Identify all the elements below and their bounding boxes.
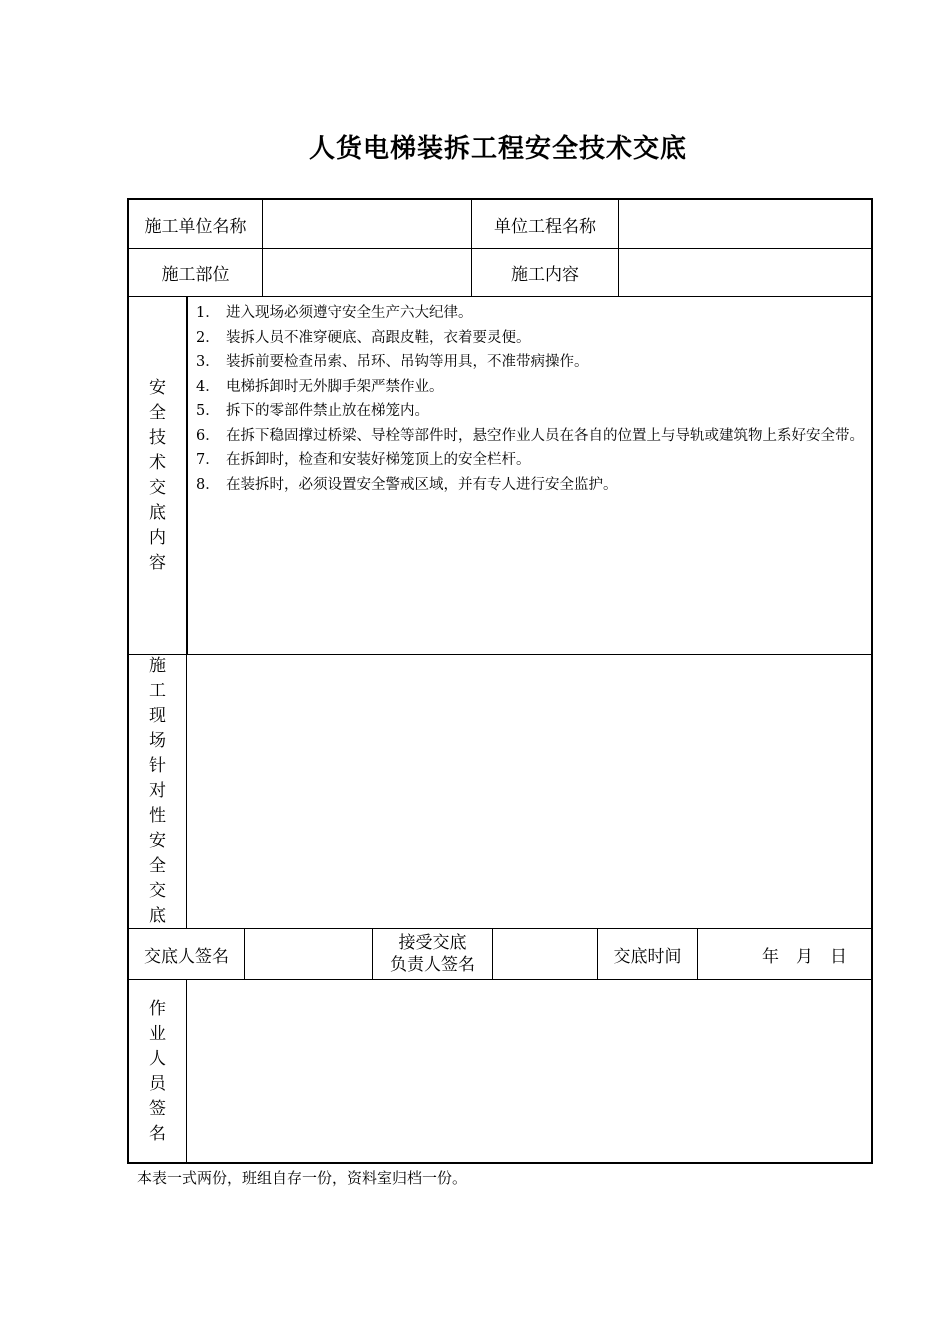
worker-signature-area[interactable]	[187, 980, 873, 1164]
safety-items-list	[188, 297, 873, 497]
construction-content-label: 施工内容	[472, 249, 619, 297]
site-specific-content-area[interactable]	[187, 655, 873, 929]
list-item: 4． 电梯拆卸时无外脚手架严禁作业。	[196, 378, 444, 395]
footnote: 本表一式两份，班组自存一份，资料室归档一份。	[137, 1169, 468, 1187]
construction-part-field[interactable]	[263, 249, 472, 297]
disclosure-time-label: 交底时间	[598, 929, 698, 980]
list-item: 7． 在拆卸时，检查和安装好梯笼顶上的安全栏杆。	[196, 452, 531, 468]
site-specific-label: 施 工 现 场 针 对 性 安 全 交 底	[129, 655, 187, 929]
project-name-label: 单位工程名称	[472, 200, 619, 249]
list-item: 8． 在装拆时，必须设置安全警戒区域，并有专人进行安全监护。	[196, 476, 618, 493]
list-item: 3． 装拆前要检查吊索、吊环、吊钩等用具，不准带病操作。	[196, 354, 589, 370]
disclosure-form	[127, 198, 873, 1164]
construction-content-field[interactable]	[619, 249, 873, 297]
disclosure-date-field[interactable]	[698, 929, 873, 980]
safety-content-label: 安 全 技 术 交 底 内 容	[129, 297, 187, 655]
worker-signature-label: 作 业 人 员 签 名	[129, 980, 187, 1164]
list-item: 1． 进入现场必须遵守安全生产六大纪律。	[196, 305, 473, 321]
receiver-signature-field[interactable]	[493, 929, 598, 980]
date-text: 年 月 日	[762, 946, 847, 967]
list-item: 5． 拆下的零部件禁止放在梯笼内。	[196, 403, 429, 419]
construction-unit-field[interactable]	[263, 200, 472, 249]
project-name-field[interactable]	[619, 200, 873, 249]
discloser-signature-field[interactable]	[245, 929, 373, 980]
discloser-signature-label: 交底人签名	[129, 929, 245, 980]
construction-unit-label: 施工单位名称	[129, 200, 263, 249]
receiver-signature-label: 接受交底 负责人签名	[373, 929, 493, 980]
construction-part-label: 施工部位	[129, 249, 263, 297]
page-title: 人货电梯装拆工程安全技术交底	[308, 134, 687, 164]
list-item: 2． 装拆人员不准穿硬底、高跟皮鞋，衣着要灵便。	[196, 329, 531, 346]
list-item: 6． 在拆下稳固撑过桥梁、导栓等部件时，悬空作业人员在各自的位置上与导轨或建筑物上系好安全带。	[196, 427, 864, 444]
